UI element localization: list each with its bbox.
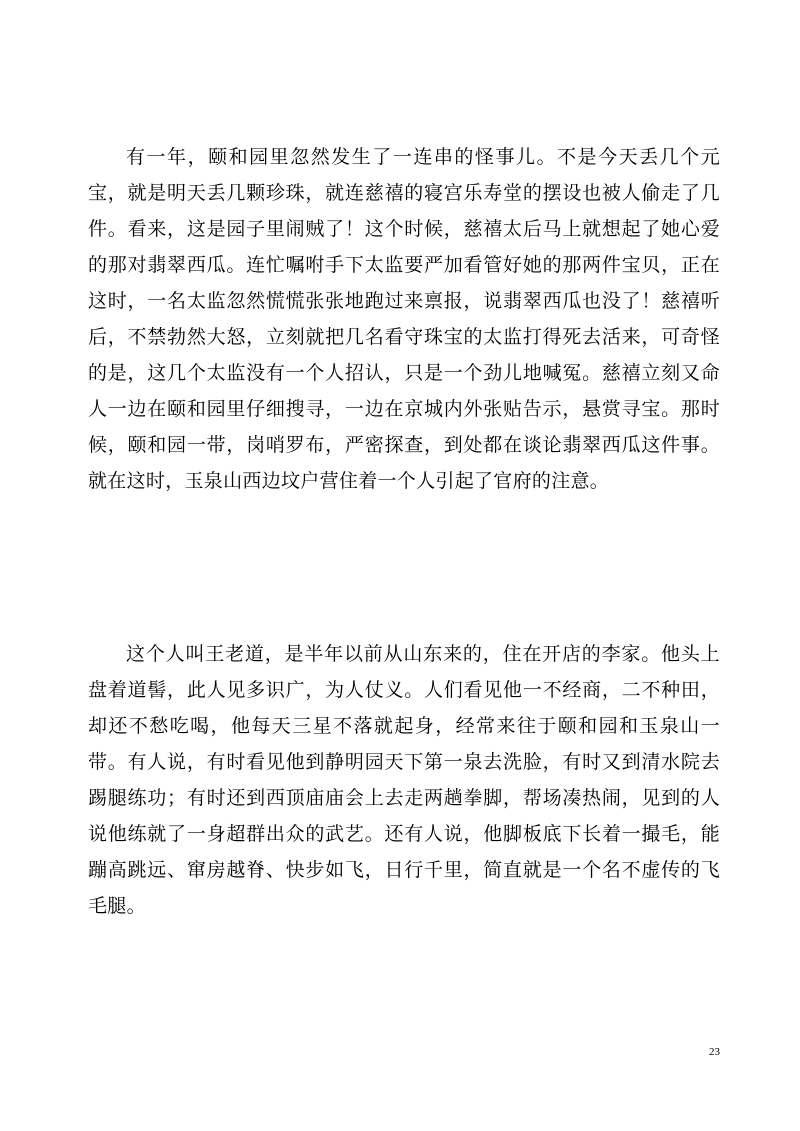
page-number: 23 bbox=[709, 1046, 720, 1058]
paragraph-2: 这个人叫王老道，是半年以前从山东来的，住在开店的李家。他头上盘着道髻，此人见多识广，为人仗义。人们看见他一不经商，二不种田，却还不愁吃喝，他每天三星不落就起身，经常来往于颐和园和玉泉山一带。有人说，有时看见他到静明园天下第一泉去洗脸，有时又到清水院去踢腿练功；有时还到西顶庙庙会上去走两趟拳脚，帮场凑热闹，见到的人说他练就了一身超群出众的武艺。还有人说，他脚板底下长着一撮毛，能蹦高跳远、窜房越脊、快步如飞，日行千里，简直就是一个名不虚传的飞毛腿。 bbox=[88, 643, 720, 917]
paragraph-1: 有一年，颐和园里忽然发生了一连串的怪事儿。不是今天丢几个元宝，就是明天丢几颗珍珠，就连慈禧的寝宫乐寿堂的摆设也被人偷走了几件。看来，这是园子里闹贼了！这个时候，慈禧太后马上就想起了她心爱的那对翡翠西瓜。连忙嘱咐手下太监要严加看管好她的那两件宝贝，正在这时，一名太监忽然慌慌张张地跑过来禀报，说翡翠西瓜也没了！慈禧听后，不禁勃然大怒，立刻就把几名看守珠宝的太监打得死去活来，可奇怪的是，这几个太监没有一个人招认，只是一个劲儿地喊冤。慈禧立刻又命人一边在颐和园里仔细搜寻，一边在京城内外张贴告示，悬赏寻宝。那时候，颐和园一带，岗哨罗布，严密探查，到处都在谈论翡翠西瓜这件事。就在这时，玉泉山西边坟户营住着一个人引起了官府的注意。 bbox=[88, 146, 720, 492]
